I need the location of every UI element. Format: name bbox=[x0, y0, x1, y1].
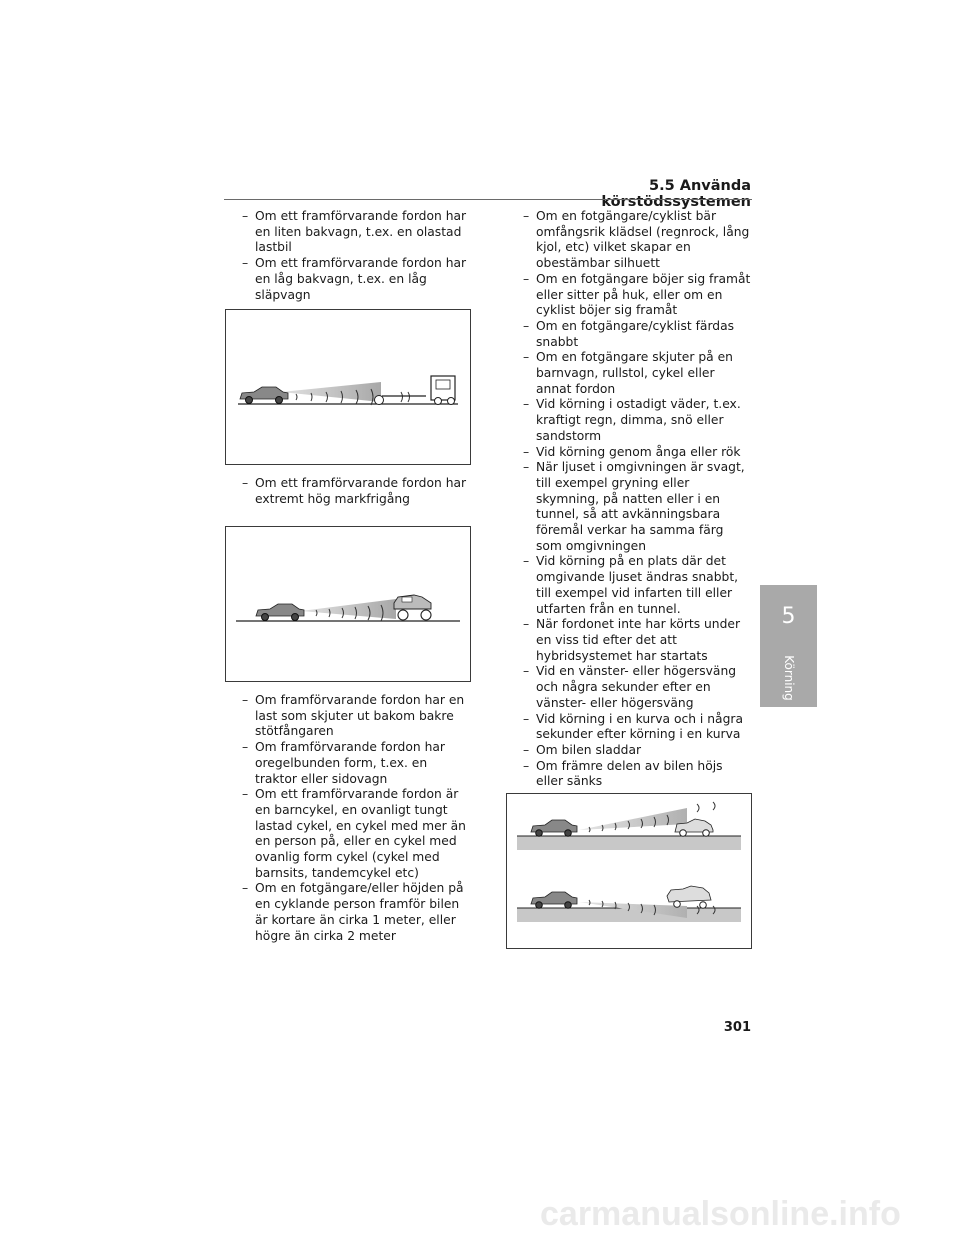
left-list-2 bbox=[242, 476, 472, 507]
illustration-front-raised-lowered bbox=[506, 793, 752, 949]
left-list-3 bbox=[242, 693, 472, 944]
list-item: – När ljuset i omgivningen är svagt, till exempel gryning eller skymning, på natten eller i en tunnel, så att avkänningsbara föremål verkar ha samma färg som omgivningen bbox=[523, 460, 745, 553]
chapter-label-tab: Körning bbox=[760, 647, 817, 707]
left-list-1 bbox=[242, 209, 472, 303]
list-item: – Om framförvarande fordon har oregelbunden form, t.ex. en traktor eller sidovagn bbox=[242, 740, 445, 786]
illustration-low-trailer bbox=[225, 309, 471, 465]
list-item: – Om ett framförvarande fordon har en liten bakvagn, t.ex. en olastad lastbil bbox=[242, 209, 467, 255]
svg-text:carmanualsonline.info: carmanualsonline.info bbox=[540, 1195, 901, 1233]
list-item: – Om ett framförvarande fordon är en barncykel, en ovanligt tungt lastad cykel, en cykel med mer än en person på, eller en cykel med ovanlig form cykel (cykel med barnsits, tandemcykel etc) bbox=[242, 787, 466, 880]
section-title: 5.5 Använda körstödssystemen bbox=[601, 178, 751, 210]
list-item: – Om en fotgängare/eller höjden på en cyklande person framför bilen är kortare än cirka 1 meter, eller högre än cirka 2 meter bbox=[242, 881, 464, 943]
list-item: – Om en fotgängare/cyklist färdas snabbt bbox=[523, 318, 735, 349]
header-divider bbox=[224, 199, 752, 200]
list-item: – Vid körning i ostadigt väder, t.ex. kraftigt regn, dimma, snö eller sandstorm bbox=[523, 397, 741, 443]
list-item: – Om främre delen av bilen höjs eller sänks bbox=[523, 758, 723, 789]
illustration-high-clearance bbox=[225, 526, 471, 682]
list-item: – När fordonet inte har körts under en viss tid efter det att hybridsystemet har startats bbox=[523, 617, 741, 663]
list-item: – Om en fotgängare böjer sig framåt eller sitter på huk, eller om en cyklist böjer sig framåt bbox=[523, 271, 751, 318]
list-item: – Om ett framförvarande fordon har extremt hög markfrigång bbox=[242, 476, 467, 506]
list-item: – Vid körning i en kurva och i några sekunder efter körning i en kurva bbox=[523, 711, 743, 742]
list-item: – Vid körning genom ånga eller rök bbox=[523, 444, 741, 459]
right-list bbox=[523, 209, 753, 790]
list-item: – Om framförvarande fordon har en last som skjuter ut bakom bakre stötfångaren bbox=[242, 693, 465, 739]
list-item: – Vid körning på en plats där det omgivande ljuset ändras snabbt, till exempel vid infarten till eller utfarten från en tunnel. bbox=[523, 554, 739, 616]
page-number: 301 bbox=[723, 1020, 751, 1035]
chapter-number-tab: 5 bbox=[760, 585, 817, 647]
list-item: – Om ett framförvarande fordon har en låg bakvagn, t.ex. en låg släpvagn bbox=[242, 256, 467, 302]
watermark-logo bbox=[540, 1195, 952, 1235]
list-item: – Om en fotgängare skjuter på en barnvagn, rullstol, cykel eller annat fordon bbox=[523, 350, 733, 396]
list-item: – Om bilen sladdar bbox=[523, 742, 642, 757]
list-item: – Om en fotgängare/cyklist bär omfångsrik klädsel (regnrock, lång kjol, etc) vilket skapar en obestämbar silhuett bbox=[523, 209, 750, 271]
list-item: – Vid en vänster- eller högersväng och några sekunder efter en vänster- eller högersväng bbox=[523, 664, 737, 710]
